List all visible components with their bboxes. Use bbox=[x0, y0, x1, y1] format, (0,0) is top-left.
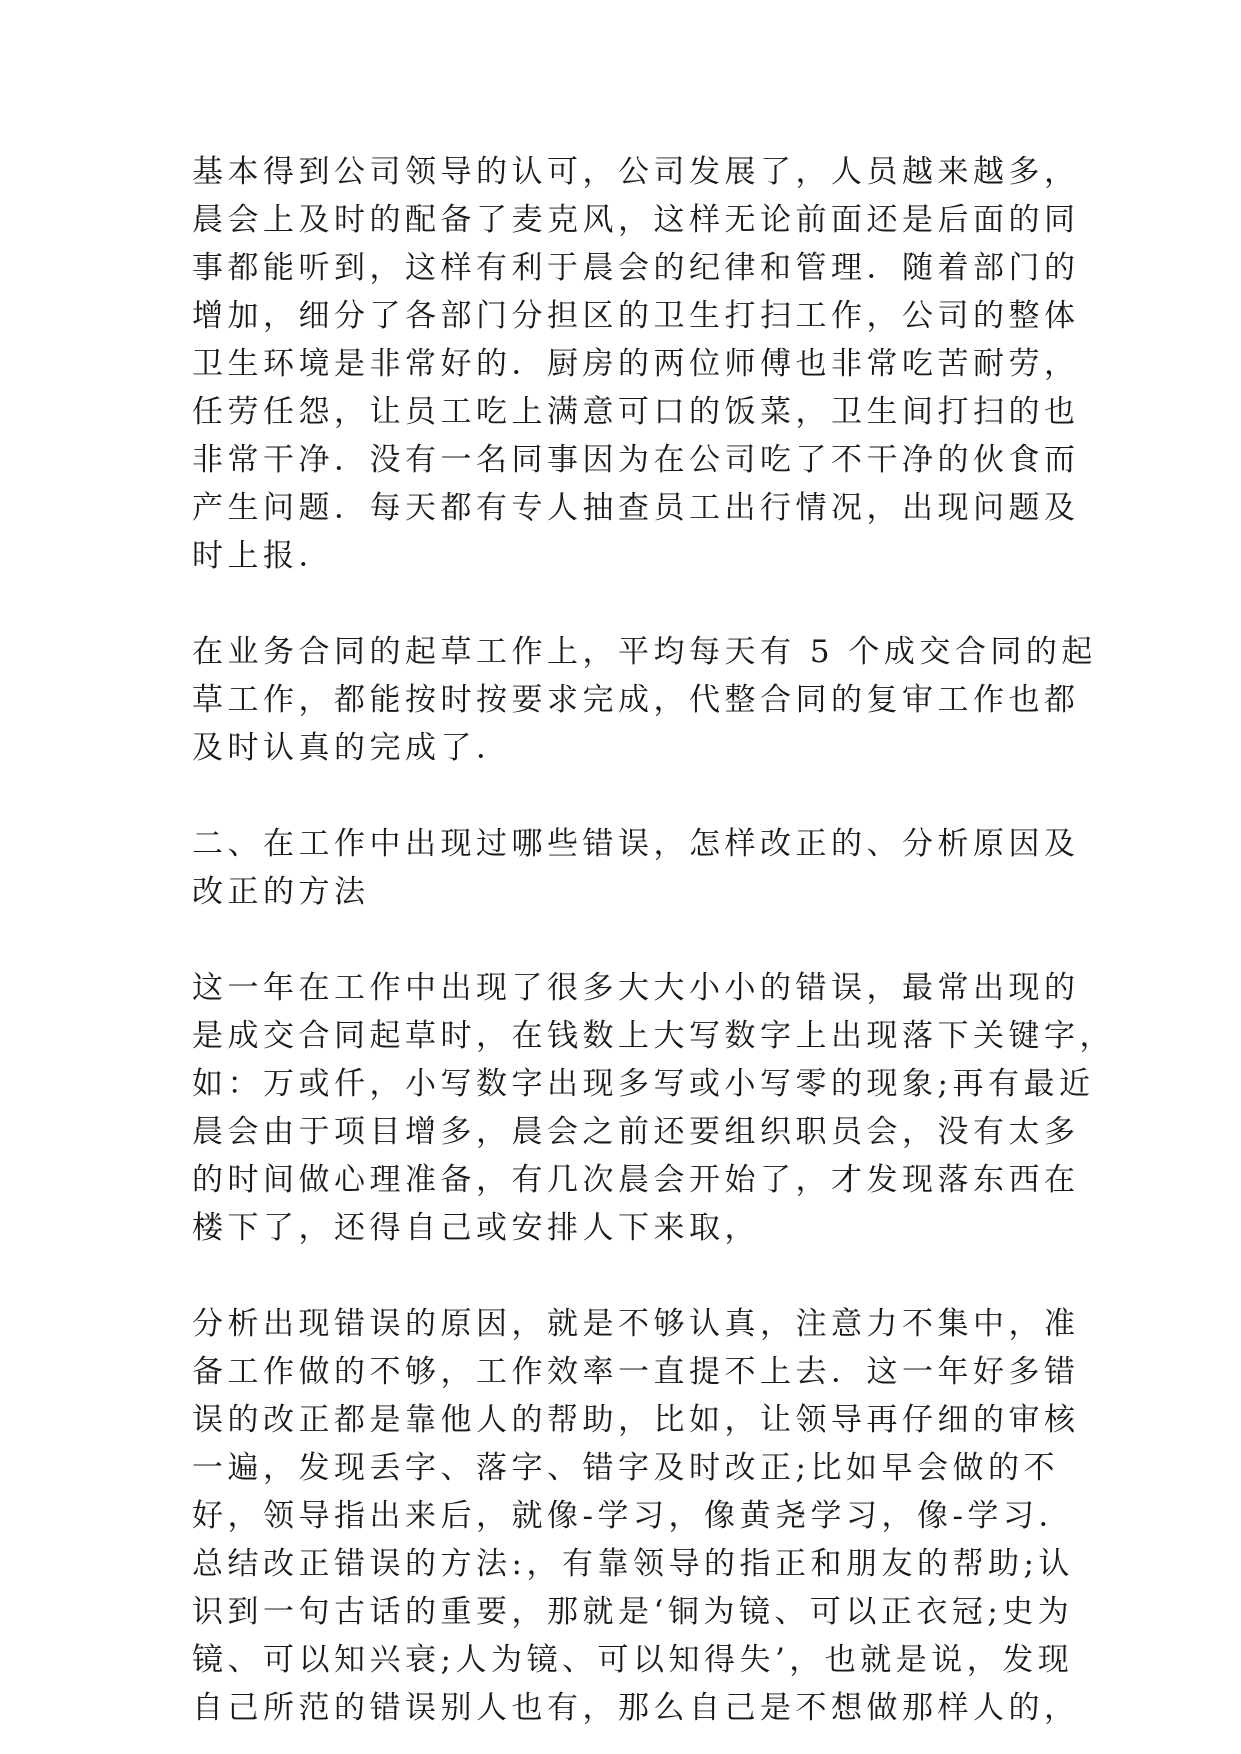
text-line: 如：万或仟，小写数字出现多写或小写零的现象;再有最近 bbox=[192, 1066, 1095, 1102]
text-line: 基本得到公司领导的认可，公司发展了，人员越来越多， bbox=[192, 154, 1080, 190]
text-line: 二、在工作中出现过哪些错误，怎样改正的、分析原因及 bbox=[192, 826, 1080, 862]
text-line: 一遍，发现丢字、落字、错字及时改正;比如早会做的不 bbox=[192, 1450, 1059, 1486]
text-line: 及时认真的完成了． bbox=[192, 730, 512, 766]
text-line: 误的改正都是靠他人的帮助，比如，让领导再仔细的审核 bbox=[192, 1402, 1080, 1438]
paragraph-gap bbox=[192, 772, 1052, 820]
paragraph-gap bbox=[192, 1252, 1052, 1300]
text-line: 非常干净．没有一名同事因为在公司吃了不干净的伙食而 bbox=[192, 442, 1080, 478]
paragraph-analysis bbox=[192, 1300, 1080, 1732]
text-line: 在业务合同的起草工作上，平均每天有 5 个成交合同的起 bbox=[192, 634, 1097, 670]
section-heading bbox=[192, 820, 1080, 916]
text-line: 增加，细分了各部门分担区的卫生打扫工作，公司的整体 bbox=[192, 298, 1080, 334]
text-line: 是成交合同起草时，在钱数上大写数字上出现落下关键字， bbox=[192, 1018, 1115, 1054]
text-line: 好，领导指出来后，就像-学习，像黄尧学习，像-学习． bbox=[192, 1498, 1074, 1534]
text-line: 任劳任怨，让员工吃上满意可口的饭菜，卫生间打扫的也 bbox=[192, 394, 1080, 430]
text-line: 总结改正错误的方法:，有靠领导的指正和朋友的帮助;认 bbox=[192, 1546, 1074, 1582]
text-line: 分析出现错误的原因，就是不够认真，注意力不集中，准 bbox=[192, 1306, 1080, 1342]
text-line: 备工作做的不够，工作效率一直提不上去．这一年好多错 bbox=[192, 1354, 1080, 1390]
paragraph-work-summary bbox=[192, 148, 1080, 580]
paragraph-gap bbox=[192, 580, 1052, 628]
paragraph-gap bbox=[192, 916, 1052, 964]
text-line: 镜、可以知兴衰;人为镜、可以知得失’，也就是说，发现 bbox=[192, 1642, 1074, 1678]
text-line: 草工作，都能按时按要求完成，代整合同的复审工作也都 bbox=[192, 682, 1080, 718]
text-line: 时上报． bbox=[192, 538, 334, 574]
text-line: 晨会由于项目增多，晨会之前还要组织职员会，没有太多 bbox=[192, 1114, 1080, 1150]
text-line: 事都能听到，这样有利于晨会的纪律和管理．随着部门的 bbox=[192, 250, 1080, 286]
text-line: 这一年在工作中出现了很多大大小小的错误，最常出现的 bbox=[192, 970, 1080, 1006]
paragraph-contract-drafting bbox=[192, 628, 1097, 772]
text-line: 的时间做心理准备，有几次晨会开始了，才发现落东西在 bbox=[192, 1162, 1080, 1198]
document-body bbox=[192, 148, 1115, 1732]
text-line: 自己所范的错误别人也有，那么自己是不想做那样人的， bbox=[192, 1690, 1080, 1726]
paragraph-errors bbox=[192, 964, 1115, 1252]
text-line: 晨会上及时的配备了麦克风，这样无论前面还是后面的同 bbox=[192, 202, 1080, 238]
text-line: 产生问题．每天都有专人抽查员工出行情况，出现问题及 bbox=[192, 490, 1080, 526]
text-line: 卫生环境是非常好的．厨房的两位师傅也非常吃苦耐劳， bbox=[192, 346, 1080, 382]
text-line: 识到一句古话的重要，那就是‘铜为镜、可以正衣冠;史为 bbox=[192, 1594, 1074, 1630]
text-line: 楼下了，还得自己或安排人下来取， bbox=[192, 1210, 760, 1246]
text-line: 改正的方法 bbox=[192, 874, 370, 910]
